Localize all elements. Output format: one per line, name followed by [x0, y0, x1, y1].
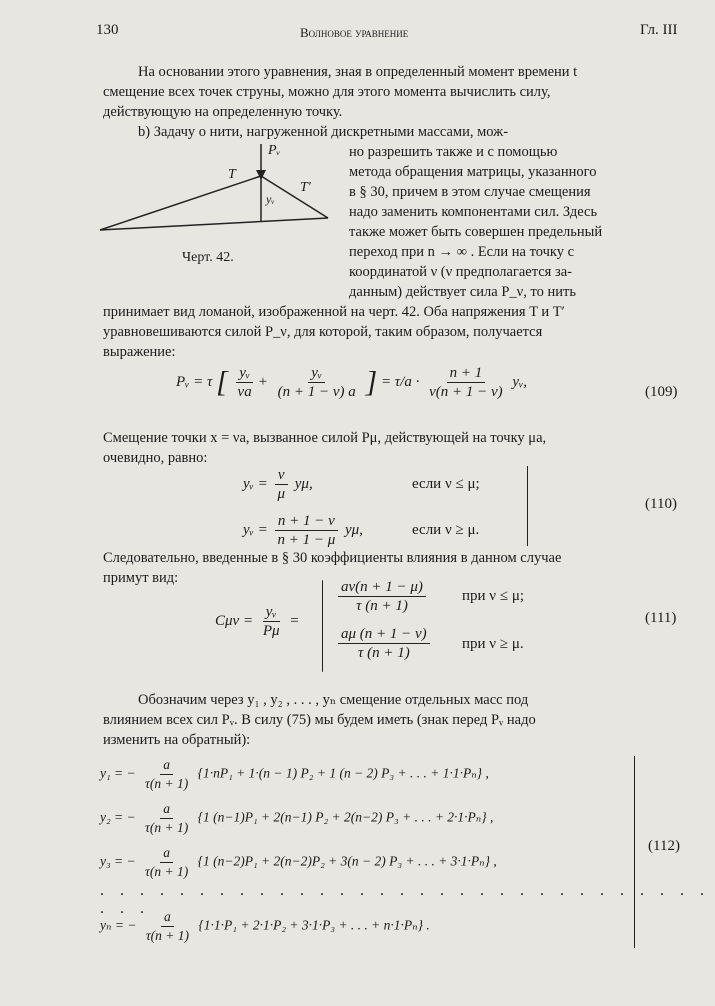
eq-row	[335, 625, 433, 662]
equation-number: (109)	[645, 384, 678, 400]
eq-row	[243, 512, 363, 549]
text-line: изменить на обратный):	[103, 732, 251, 748]
eq-body: {1·1·P₁ + 2·1·P₂ + 3·1·P₃ + . . . + n·1·Pₙ} .	[198, 917, 430, 933]
eq-lhs: y₁ = −	[100, 765, 136, 781]
eq-lhs: Cμν =	[215, 612, 254, 629]
text-line: координатой ν (ν предполагается за-	[349, 264, 572, 280]
fraction-num: a	[160, 844, 173, 863]
text-line: выражение:	[103, 344, 176, 360]
text-line: На основании этого уравнения, зная в определенный момент времени t	[138, 64, 578, 80]
fraction-den: τ (n + 1)	[356, 598, 408, 614]
fraction-den: μ	[277, 486, 286, 502]
text-line: b) Задачу о нити, нагруженной дискретными массами, мож-	[138, 124, 509, 140]
text-line: Смещение точки x = νa, вызванное силой Pμ, действующей на точку μa,	[103, 430, 547, 446]
fraction-num: a	[160, 756, 173, 775]
string-left-segment	[100, 176, 261, 230]
fraction-den: (n + 1 − ν) a	[277, 384, 356, 400]
fraction-num: yᵥ	[236, 364, 253, 383]
right-brace	[634, 756, 635, 948]
fraction-num: aμ (n + 1 − ν)	[338, 625, 430, 644]
text-line: метода обращения матрицы, указанного	[349, 164, 597, 180]
eq-tail: yμ,	[294, 475, 313, 492]
eq-row	[100, 800, 493, 837]
equation-109: Pᵥ = τ [ $\frac{\text{yᵥ}}{\nu a}$ + $\frac{\text{yᵥ}}{(n + 1 - \nu) a}$ ] = τ/a · $\frac{n + 1}{\nu(n + 1 - \nu)}$ yᵥ,	[176, 365, 528, 400]
equation-number: (111)	[645, 610, 677, 626]
condition: при ν ≥ μ.	[462, 636, 524, 652]
running-title: Волновое уравнение	[300, 25, 409, 40]
eq-row	[100, 908, 430, 945]
ellipsis-row: . . . . . . . . . . . . . . . . . . . . . . . . . . . . . . . . . .	[100, 882, 710, 917]
eq-lhs: Pᵥ = τ	[176, 373, 213, 390]
text-line: Обозначим через y₁ , y₂ , . . . , yₙ смещение отдельных масс под	[138, 692, 529, 708]
eq-row	[100, 756, 489, 793]
fraction-den: νa	[237, 384, 252, 400]
fraction-num: yᵥ	[308, 364, 325, 383]
text-line: надо заменить компонентами сил. Здесь	[349, 204, 598, 220]
right-brace	[527, 466, 528, 546]
fraction-num: a	[161, 908, 174, 927]
chapter-label: Гл. III	[640, 22, 678, 38]
text-line: Следовательно, введенные в § 30 коэффициенты влияния в данном случае	[103, 550, 562, 566]
eq-mid: = τ/a ·	[380, 373, 420, 390]
eq-body: {1 (n−2)P₁ + 2(n−2)P₂ + 3(n − 2) P₃ + . . . + 3·1·Pₙ} ,	[197, 853, 497, 869]
eq-lhs: yᵥ =	[243, 521, 268, 538]
fraction-num: ν	[275, 466, 288, 485]
page-number: 130	[96, 22, 119, 38]
eq-row	[100, 844, 497, 881]
eq-lhs: yᵥ =	[243, 475, 268, 492]
fraction-den: Pμ	[262, 623, 280, 639]
fraction-num: yᵥ	[263, 603, 280, 622]
eq-body: {1·nP₁ + 1·(n − 1) P₂ + 1 (n − 2) P₃ + . . . + 1·1·Pₙ} ,	[197, 765, 489, 781]
fraction-den: τ(n + 1)	[145, 820, 189, 835]
equation-number: (110)	[645, 496, 677, 512]
eq-lhs: yₙ = −	[100, 917, 137, 933]
equals-sign: =	[289, 612, 300, 629]
fraction-den: ν(n + 1 − ν)	[429, 384, 503, 400]
fraction-den: τ(n + 1)	[145, 864, 189, 879]
eq-body: {1 (n−1)P₁ + 2(n−1) P₂ + 2(n−2) P₃ + . . . + 2·1·Pₙ} ,	[197, 809, 494, 825]
text-line: в § 30, причем в этом случае смещения	[349, 184, 591, 200]
text-line: действующую на определенную точку.	[103, 104, 343, 120]
label-y: yᵥ	[266, 192, 275, 206]
text-line: примут вид:	[103, 570, 179, 586]
left-brace	[322, 580, 323, 672]
fraction-den: τ(n + 1)	[145, 776, 189, 791]
text-line: переход при n → ∞ . Если на точку с	[349, 244, 575, 260]
text-line: очевидно, равно:	[103, 450, 208, 466]
text-line: смещение всех точек струны, можно для этого момента вычислить силу,	[103, 84, 551, 100]
fraction-num: aν(n + 1 − μ)	[338, 578, 426, 597]
fraction-num: n + 1 − ν	[275, 512, 338, 531]
text-line: но разрешить также и с помощью	[349, 144, 558, 160]
eq-row	[335, 578, 429, 615]
figure-caption: Черт. 42.	[182, 250, 234, 265]
fraction-num: n + 1	[447, 364, 486, 383]
fraction-den: n + 1 − μ	[277, 532, 336, 548]
fraction-num: a	[160, 800, 173, 819]
eq-lhs: y₃ = −	[100, 853, 136, 869]
label-t-prime: T′	[300, 180, 311, 195]
eq-tail: yᵥ,	[512, 373, 528, 390]
fraction-den: τ(n + 1)	[145, 928, 189, 943]
text-line: влиянием всех сил Pᵥ. В силу (75) мы будем иметь (знак перед Pᵥ надо	[103, 712, 536, 728]
fraction-den: τ (n + 1)	[357, 645, 410, 661]
eq-lhs: y₂ = −	[100, 809, 136, 825]
baseline	[100, 218, 328, 230]
condition: если ν ≥ μ.	[412, 522, 480, 538]
label-p: Pᵥ	[268, 143, 281, 158]
equation-number: (112)	[648, 838, 680, 854]
eq-lhs-group	[215, 603, 299, 640]
eq-tail: yμ,	[345, 521, 363, 538]
text-line: принимает вид ломаной, изображенной на черт. 42. Оба напряжения T и T′	[103, 304, 565, 320]
text-line: также может быть совершен предельный	[349, 224, 603, 240]
eq-row	[243, 466, 313, 503]
text-line: уравновешиваются силой P_ν, для которой, таким образом, получается	[103, 324, 543, 340]
condition: при ν ≤ μ;	[462, 588, 525, 604]
condition: если ν ≤ μ;	[412, 476, 480, 492]
label-t: T	[228, 167, 236, 182]
text-line: данным) действует сила P_ν, то нить	[349, 284, 576, 300]
